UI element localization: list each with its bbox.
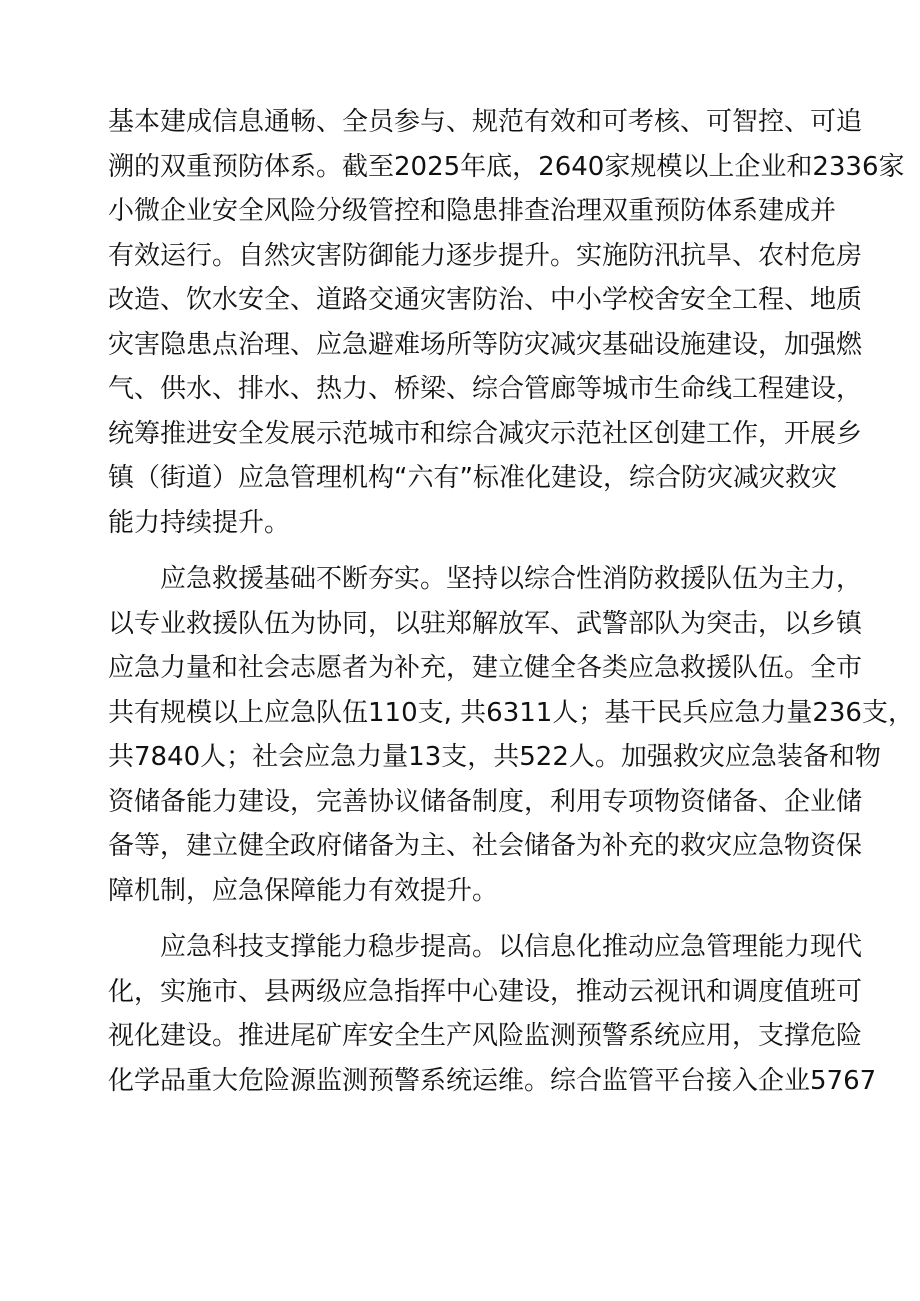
paragraph-tech-support: [108, 925, 877, 1103]
text-line: 溯的双重预防体系。截至2025年底，2640家规模以上企业和2336家: [108, 151, 905, 182]
text-line: 障机制，应急保障能力有效提升。: [108, 875, 499, 906]
text-line: 备等，建立健全政府储备为主、社会储备为补充的救灾应急物资保: [108, 831, 863, 861]
paragraph-disaster-prevention: [108, 100, 905, 545]
text-line: 化学品重大危险源监测预警系统运维。综合监管平台接入企业5767: [108, 1065, 877, 1096]
text-line: 镇（街道）应急管理机构“六有”标准化建设，综合防灾减灾救灾: [108, 463, 837, 493]
text-line: 能力持续提升。: [108, 507, 291, 538]
text-line: 统筹推进安全发展示范城市和综合减灾示范社区创建工作，开展乡: [108, 418, 863, 449]
text-line: 应急救援基础不断夯实。坚持以综合性消防救援队伍为主力，: [160, 564, 863, 594]
text-line: 化，实施市、县两级应急指挥中心建设，推动云视讯和调度值班可: [108, 976, 863, 1007]
paragraph-emergency-rescue: [108, 557, 914, 913]
text-line: 气、供水、排水、热力、桥梁、综合管廊等城市生命线工程建设，: [108, 374, 863, 404]
text-line: 以专业救援队伍为协同，以驻郑解放军、武警部队为突击，以乡镇: [108, 608, 863, 639]
text-line: 灾害隐患点治理、应急避难场所等防灾减灾基础设施建设，加强燃: [108, 329, 863, 360]
text-line: 基本建成信息通畅、全员参与、规范有效和可考核、可智控、可追: [108, 107, 863, 137]
document-body: [108, 100, 914, 1103]
text-line: 共7840人；社会应急力量13支，共522人。加强救灾应急装备和物: [108, 742, 881, 772]
text-line: 有效运行。自然灾害防御能力逐步提升。实施防汛抗旱、农村危房: [108, 240, 863, 271]
text-line: 资储备能力建设，完善协议储备制度，利用专项物资储备、企业储: [108, 786, 863, 817]
text-line: 视化建设。推进尾矿库安全生产风险监测预警系统应用，支撑危险: [108, 1021, 863, 1051]
text-line: 改造、饮水安全、道路交通灾害防治、中小学校舍安全工程、地质: [108, 285, 863, 315]
text-line: 小微企业安全风险分级管控和隐患排查治理双重预防体系建成并: [108, 196, 837, 226]
text-line: 共有规模以上应急队伍110支, 共6311人；基干民兵应急力量236支，: [108, 697, 914, 728]
text-line: 应急力量和社会志愿者为补充，建立健全各类应急救援队伍。全市: [108, 653, 863, 683]
text-line: 应急科技支撑能力稳步提高。以信息化推动应急管理能力现代: [160, 932, 863, 962]
